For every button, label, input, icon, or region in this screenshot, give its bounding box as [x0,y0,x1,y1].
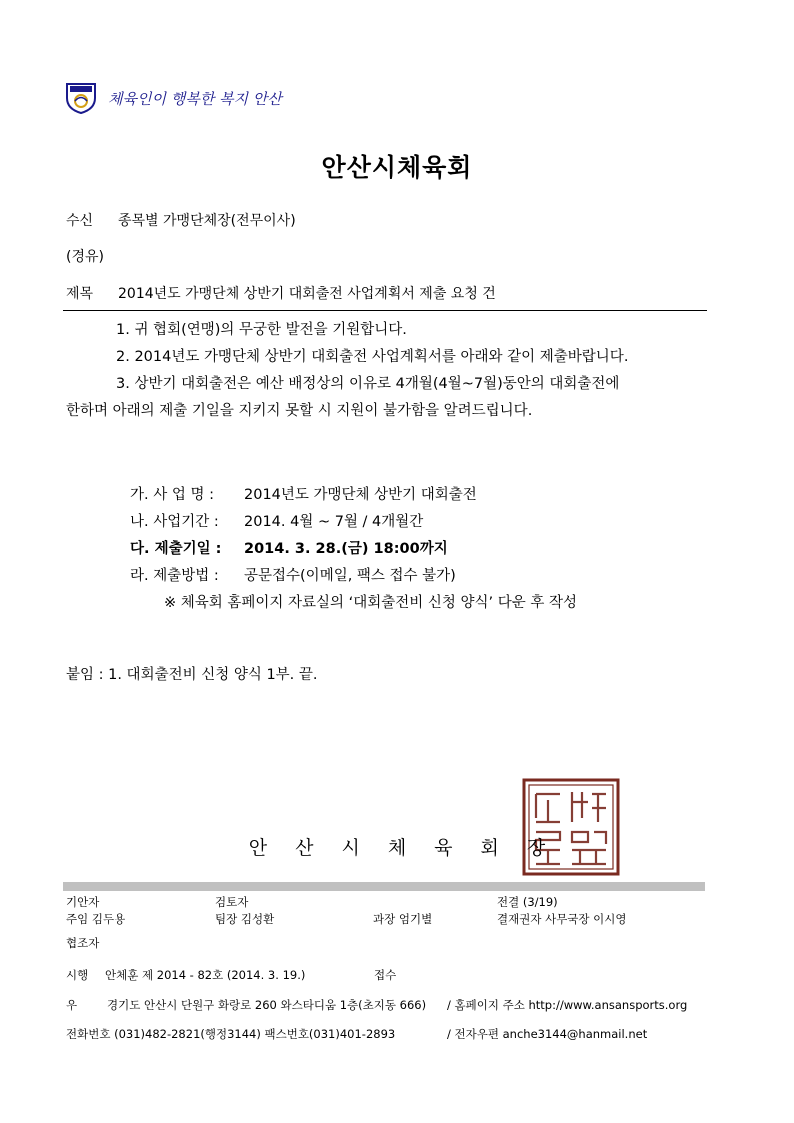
subject-value: 2014년도 가맹단체 상반기 대회출전 사업계획서 제출 요청 건 [118,286,496,302]
signature-char: 육 [434,837,453,859]
subject-label: 제목 [66,286,94,302]
reviewer-1: 팀장 김성환 [215,912,275,926]
enforce-value: 안체훈 제 2014 - 82호 (2014. 3. 19.) [105,968,306,982]
signature-char: 산 [295,837,314,859]
detail-label-project: 가. 사 업 명 : [130,487,214,503]
signature-line [0,833,794,860]
official-seal [522,778,620,876]
detail-label-deadline: 다. 제출기일 : [130,541,222,557]
homepage-link[interactable]: / 홈페이지 주소 http://www.ansansports.org [447,998,688,1012]
receipt-label: 접수 [374,968,397,982]
attachment-line: 붙임 : 1. 대회출전비 신청 양식 1부. 끝. [66,667,318,683]
signature-char: 장 [526,837,546,859]
paragraph-3-line-2: 한하며 아래의 제출 기일을 지키지 못할 시 지원이 불가함을 알려드립니다. [66,403,533,419]
address-value: 경기도 안산시 단원구 화랑로 260 와스타디움 1층(초지동 666) [107,998,427,1012]
drafter-label: 기안자 [66,895,100,909]
approval-label: 전결 (3/19) [497,895,558,909]
signature-char: 체 [387,837,407,859]
footer-divider-bar [63,882,705,891]
detail-value-deadline: 2014. 3. 28.(금) 18:00까지 [244,541,448,557]
reviewer-label: 검토자 [215,895,249,909]
detail-label-period: 나. 사업기간 : [130,514,219,530]
page-title: 안산시체육회 [321,153,473,182]
slogan: 체육인이 행복한 복지 안산 [108,90,282,108]
signature-char: 안 [248,837,268,859]
paragraph-1: 1. 귀 협회(연맹)의 무궁한 발전을 기원합니다. [116,322,407,338]
detail-value-method: 공문접수(이메일, 팩스 접수 불가) [244,568,456,584]
phone-fax: 전화번호 (031)482-2821(행정3144) 팩스번호(031)401-2893 [66,1027,396,1041]
divider [63,310,707,311]
detail-note: ※ 체육회 홈페이지 자료실의 ‘대회출전비 신청 양식’ 다운 후 작성 [164,595,578,611]
detail-label-method: 라. 제출방법 : [130,568,219,584]
paragraph-2: 2. 2014년도 가맹단체 상반기 대회출전 사업계획서를 아래와 같이 제출바랍니다. [116,349,629,365]
recipient-label: 수신 [66,213,94,229]
detail-value-project: 2014년도 가맹단체 상반기 대회출전 [244,487,477,503]
signature-char: 시 [341,837,360,859]
reviewer-2: 과장 엄기별 [373,912,433,926]
enforce-label: 시행 [66,968,89,982]
address-label: 우 [66,998,78,1012]
drafter-value: 주임 김두용 [66,912,126,926]
signature-char: 회 [480,837,499,859]
recipient-value: 종목별 가맹단체장(전무이사) [118,213,296,229]
association-logo [64,80,98,114]
email-link[interactable]: / 전자우편 anche3144@hanmail.net [447,1027,648,1041]
detail-value-period: 2014. 4월 ~ 7월 / 4개월간 [244,514,424,530]
approver: 결재권자 사무국장 이시영 [497,912,627,926]
via-label: (경유) [66,249,104,265]
cooperator-label: 협조자 [66,936,100,950]
paragraph-3-line-1: 3. 상반기 대회출전은 예산 배정상의 이유로 4개월(4월~7월)동안의 대회출전에 [116,376,620,392]
